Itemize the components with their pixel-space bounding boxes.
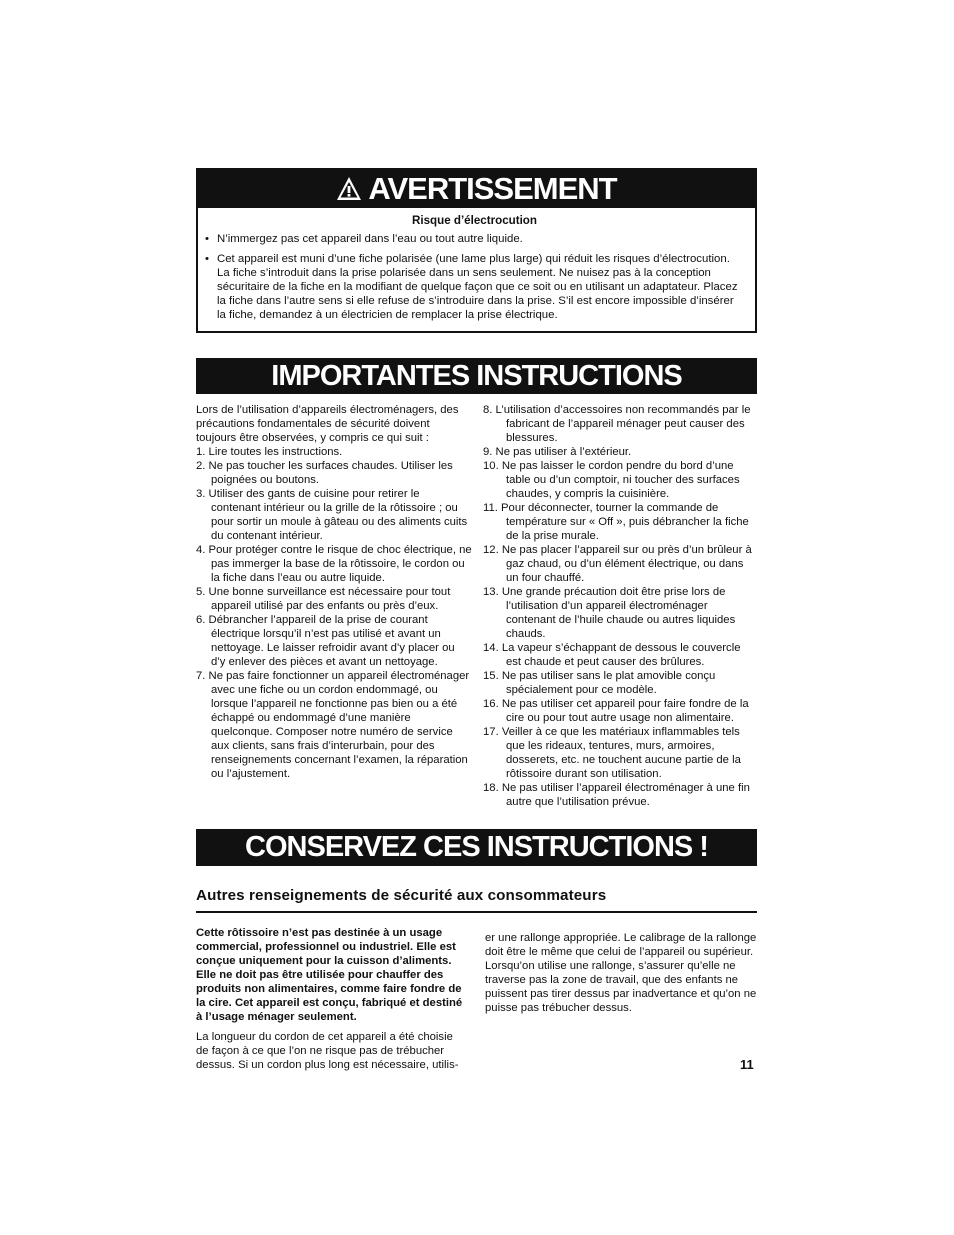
warning-bullet: • Cet appareil est muni d’une fiche polarisée (une lame plus large) qui réduit les risques d’électrocution. La fiche s’introduit dans la prise polarisée dans un sens seulement. Ne nuisez pas à la conception sécuritaire de la fiche en la modifiant de quelque façon que ce soit ou en utilisant un adaptateur. Placez la fiche dans l’autre sens si elle refuse de s’introduire dans la prise. S’il est encore impossible d’insérer la fiche, demandez à un électricien de remplacer la prise électrique. [204,252,745,322]
warning-subtitle: Risque d’électrocution [412,214,537,227]
instruction-item: 17. Veiller à ce que les matériaux inflammables tels que les rideaux, tentures, murs, armoires, dosserets, etc. ne touchent aucune partie de la rôtissoire durant son utilisation. [483,726,741,780]
instruction-item: 14. La vapeur s’échappant de dessous le couvercle est chaude et peut causer des brûlures. [483,642,741,668]
instruction-item: 15. Ne pas utiliser sans le plat amovible conçu spécialement pour ce modèle. [483,670,716,696]
instruction-item: 3. Utiliser des gants de cuisine pour retirer le contenant intérieur ou la grille de la rôtissoire ; ou pour sortir un moule à gâteau ou des aliments cuits du contenant intérieur. [196,488,468,542]
warning-box [196,168,757,333]
keep-instructions-banner: CONSERVEZ CES INSTRUCTIONS ! [196,829,757,866]
instruction-item: 18. Ne pas utiliser l’appareil électroménager à une fin autre que l’utilisation prévue. [483,782,750,808]
other-safety-right [485,931,757,1072]
instruction-item: 13. Une grande précaution doit être prise lors de l’utilisation d’un appareil électroménager contenant de l’huile chaude ou autres liquides chauds. [483,586,736,640]
commercial-use-notice: Cette rôtissoire n’est pas destinée à un usage commercial, professionnel ou industriel. Elle est conçue uniquement pour la cuisson d’aliments. Elle ne doit pas être utilisée pour chauffer des produits non alimentaires, comme faire fondre de la cire. Cet appareil est conçu, fabriqué et destiné à l’usage ménager seulement. [196,927,463,1023]
warning-body [198,208,755,331]
instruction-item: 1. Lire toutes les instructions. [196,446,343,458]
other-safety-title: Autres renseignements de sécurité aux consommateurs [196,887,757,913]
instruction-item: 10. Ne pas laisser le cordon pendre du bord d’une table ou d’un comptoir, ni toucher des surfaces chaudes, y compris la cuisinière. [483,460,740,500]
instruction-item: 7. Ne pas faire fonctionner un appareil électroménager avec une fiche ou un cordon endommagé, ou lorsque l’appareil ne fonctionne pas bien ou a été échappé ou endommagé d’une manière quelconque. Composer notre numéro de service aux clients, sans frais d’interurbain, pour des renseignements concernant l’examen, la réparation ou l’ajustement. [196,670,470,780]
instructions-list-right [483,403,757,809]
instruction-item: 11. Pour déconnecter, tourner la commande de température sur « Off », puis débrancher la fiche de la prise murale. [483,502,749,542]
instruction-item: 4. Pour protéger contre le risque de choc électrique, ne pas immerger la base de la rôtissoire, le cordon ou la fiche dans l’eau ou autre liquide. [196,544,472,584]
other-safety-left [196,926,464,1072]
instruction-item: 2. Ne pas toucher les surfaces chaudes. Utiliser les poignées ou boutons. [196,460,453,486]
instructions-intro: Lors de l’utilisation d’appareils électroménagers, des précautions fondamentales de sécurité doivent toujours être observées, y compris ce qui suit : [196,404,459,444]
instructions-right-column [483,403,757,809]
instruction-item: 12. Ne pas placer l’appareil sur ou près d’un brûleur à gaz chaud, ou d’un élément électrique, ou dans un four chauffé. [483,544,752,584]
instruction-item: 5. Une bonne surveillance est nécessaire pour tout appareil utilisé par des enfants ou près d’eux. [196,586,451,612]
cord-paragraph-continued: er une rallonge appropriée. Le calibrage de la rallonge doit être le même que celui de l’appareil ou supérieur. Lorsqu’on utilise une rallonge, s’assurer qu’elle ne traverse pas la zone de travail, que des enfants ne puissent pas tirer dessus par inadvertance et qu’on ne puisse pas trébucher dessus. [485,932,757,1014]
warning-bullet: • N’immergez pas cet appareil dans l’eau ou tout autre liquide. [204,232,745,246]
instructions-list-left [196,445,472,781]
instruction-item: 16. Ne pas utiliser cet appareil pour faire fondre de la cire ou pour tout autre usage non alimentaire. [483,698,749,724]
warning-title: AVERTISSEMENT [368,171,617,206]
instructions-left-column [196,403,472,809]
cord-paragraph: La longueur du cordon de cet appareil a été choisie de façon à ce que l’on ne risque pas de trébucher dessus. Si un cordon plus long est nécessaire, utilis- [196,1031,459,1071]
instruction-item: 8. L’utilisation d’accessoires non recommandés par le fabricant de l’appareil ménager peut causer des blessures. [483,404,751,444]
page [196,168,757,1072]
warning-header [198,170,755,208]
instruction-item: 6. Débrancher l’appareil de la prise de courant électrique lorsqu’il n’est pas utilisé et avant un nettoyage. Le laisser refroidir avant d’y placer ou d’y enlever des pièces et avant un nettoyage. [196,614,455,668]
important-instructions-banner: IMPORTANTES INSTRUCTIONS [196,358,757,394]
warning-triangle-icon [336,176,362,202]
instruction-item: 9. Ne pas utiliser à l’extérieur. [483,446,632,458]
warning-bullets [204,232,745,322]
other-safety-columns [196,926,757,1072]
page-number: 11 [740,1057,754,1072]
instructions-columns [196,403,757,809]
